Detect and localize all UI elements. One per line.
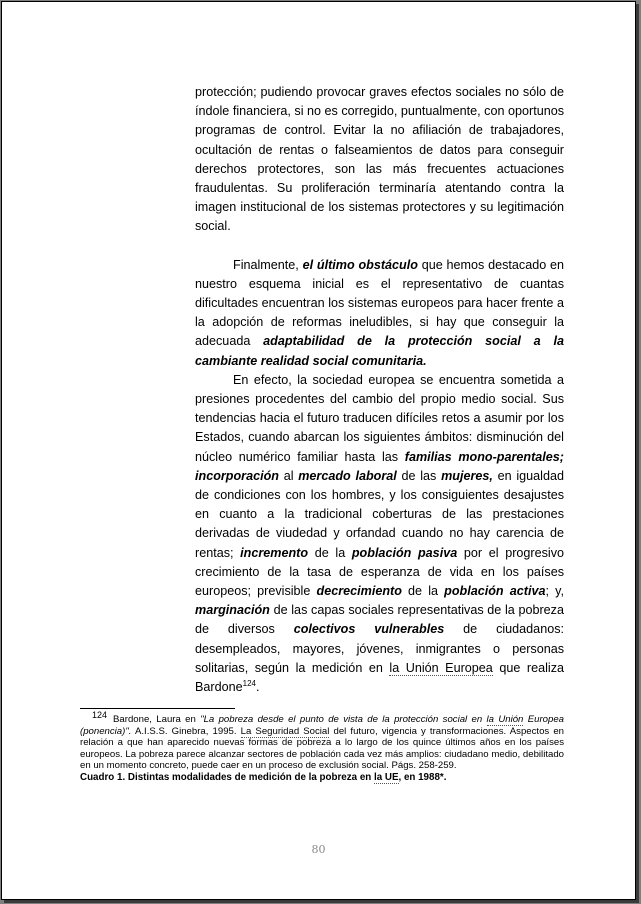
- emphasis-run: incremento: [240, 545, 309, 560]
- emphasis-run: familias mono-parentales; incorporación: [195, 449, 564, 483]
- paragraph-3: [195, 371, 564, 697]
- footnote-number: 124: [92, 709, 108, 720]
- footnote: [80, 709, 565, 783]
- italic-run: "La pobreza desde el punto de vista de la protección social en: [200, 714, 487, 725]
- emphasis-run: población activa: [444, 584, 546, 599]
- emphasis-run: población pasiva: [351, 545, 458, 560]
- emphasis-run: marginación: [195, 603, 270, 618]
- text-run: En efecto, la sociedad europea se encuentra sometida a presiones procedentes del cambio del propio medio social. Sus tendencias hacia el futuro traducen difíciles retos a asumir por los Estados, cuando abarcan los siguientes ámbitos: disminución del núcleo numérico familiar hasta las: [195, 372, 564, 464]
- emphasis-run: colectivos vulnerables: [293, 622, 445, 637]
- text-run: de las capas sociales representativas de la pobreza de diversos: [195, 603, 564, 637]
- emphasis-run: adaptabilidad de la protección social a la cambiante realidad social comunitaria.: [195, 334, 565, 368]
- text-run: , en 1988*.: [398, 771, 447, 783]
- text-run: A.I.S.S. Ginebra, 1995.: [131, 725, 241, 737]
- text-run: en igualdad de condiciones con los hombres, y los consiguientes desajustes en cuanto a la tradicional coberturas de las prestaciones derivadas de viudedad y orfandad cuando no hay carencia de rentas;: [195, 468, 564, 560]
- hyperlink-text: la UE: [373, 771, 399, 783]
- text-run: que hemos destacado en nuestro esquema inicial es el representativo de cuantas dificultades encuentran los sistemas europeos para hacer frente a la adopción de reformas ineludibles, si hay que conseguir la adecuada: [195, 257, 564, 349]
- text-run: de la: [308, 545, 352, 560]
- text-run: de ciudadanos: desempleados, mayores, jóvenes, inmigrantes o personas solitarias, según la medición en: [195, 622, 564, 675]
- document-page: [1, 1, 636, 900]
- text-run: ; y,: [545, 584, 564, 599]
- page-number: 80: [311, 843, 326, 856]
- text-run: Cuadro 1. Distintas modalidades de medición de la pobreza en: [80, 771, 374, 783]
- paragraph-1: protección; pudiendo provocar graves efectos sociales no sólo de índole financiera, si no es corregido, puntualmente, con oportunos programas de control. Evitar la no afiliación de trabajadores, ocultación de rentas o falseamientos de datos para conseguir derechos protectores, son las más frecuentes actuaciones fraudulentas. Su proliferación terminaría atentando contra la imagen institucional de los sistemas protectores y su legitimación social.: [195, 85, 564, 234]
- text-run: por el progresivo crecimiento de la tasa de esperanza de vida en los países europeos; previsible: [195, 545, 564, 599]
- hyperlink-text: La Seguridad Social: [240, 725, 330, 737]
- emphasis-run: mercado laboral: [298, 468, 397, 483]
- text-run: .: [255, 680, 260, 695]
- text-run: de la: [401, 584, 445, 599]
- footnote-reference[interactable]: 124: [242, 678, 256, 688]
- footnote-text: [80, 709, 565, 772]
- emphasis-run: el último obstáculo: [302, 257, 418, 272]
- text-run: del futuro, vigencia y transformaciones. Aspectos en relación a que han aparecido nuevas formas de pobreza a lo largo de los quince últimos años en los países europeos. La pobreza parece alcanzar sectores de población cada vez más amplios: ciudadano medio, debilitado en un momento concreto, puede caer en un proceso de exclusión social. Págs. 258-259.: [80, 725, 565, 771]
- text-run: Finalmente,: [233, 257, 303, 272]
- text-run: Bardone, Laura en: [113, 714, 201, 725]
- emphasis-run: mujeres,: [441, 468, 493, 483]
- text-run: que realiza Bardone: [195, 660, 564, 695]
- body-text: [195, 83, 564, 697]
- italic-run: Europea (ponencia)".: [80, 714, 565, 737]
- text-run: de las: [396, 468, 442, 483]
- table-caption: [80, 772, 564, 784]
- hyperlink-text: la Unión Europea: [389, 660, 493, 675]
- hyperlink-text: la Unión: [486, 714, 524, 725]
- text-run: al: [278, 468, 299, 483]
- emphasis-run: decrecimiento: [316, 584, 402, 599]
- footnote-separator: [80, 708, 235, 709]
- paragraph-2: [195, 256, 564, 371]
